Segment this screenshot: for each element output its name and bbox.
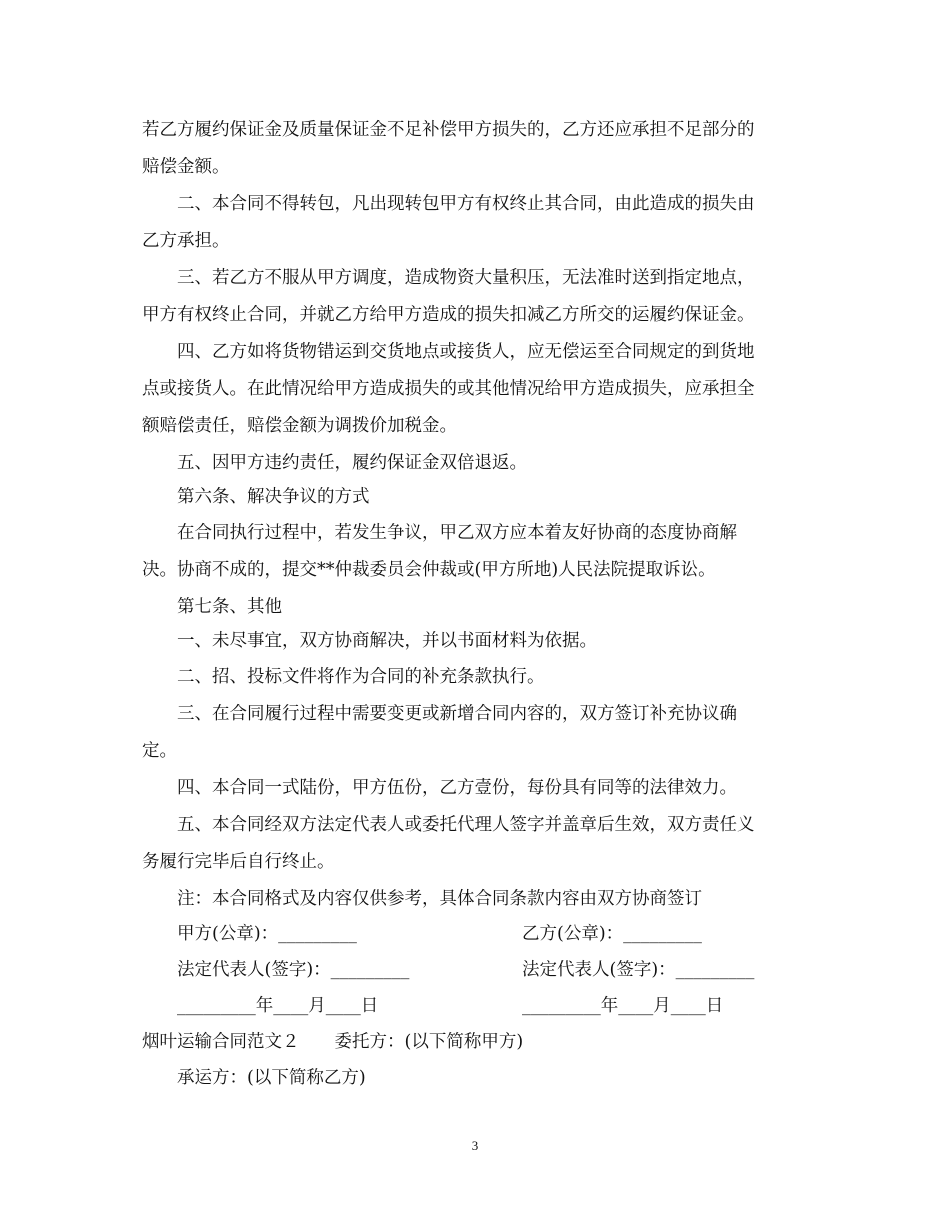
note-line: 注：本合同格式及内容仅供参考，具体合同条款内容由双方协商签订 — [177, 889, 702, 909]
paragraph-line: 三、若乙方不服从甲方调度，造成物资大量积压，无法准时送到指定地点， — [177, 268, 755, 288]
carrier-line: 承运方：(以下简称乙方) — [177, 1068, 366, 1088]
paragraph-line: 四、本合同一式陆份，甲方伍份，乙方壹份，每份具有同等的法律效力。 — [177, 778, 737, 798]
party-b-representative-line: 法定代表人(签字)：_________ — [522, 960, 755, 980]
paragraph-line: 一、未尽事宜，双方协商解决，并以书面材料为依据。 — [177, 631, 597, 651]
paragraph-line: 五、本合同经双方法定代表人或委托代理人签字并盖章后生效，双方责任义 — [177, 815, 755, 835]
paragraph-line: 甲方有权终止合同，并就乙方给甲方造成的损失扣减乙方所交的运履约保证金。 — [142, 305, 755, 325]
paragraph-line: 三、在合同履行过程中需要变更或新增合同内容的，双方签订补充协议确 — [177, 704, 737, 724]
party-a-representative-line: 法定代表人(签字)：_________ — [177, 960, 410, 980]
paragraph-line: 五、因甲方违约责任，履约保证金双倍退返。 — [177, 453, 527, 473]
section-heading: 第七条、其他 — [177, 597, 282, 617]
paragraph-line: 二、招、投标文件将作为合同的补充条款执行。 — [177, 667, 545, 687]
paragraph-line: 务履行完毕后自行终止。 — [142, 852, 335, 872]
page-number: 3 — [471, 1138, 479, 1153]
paragraph-line: 四、乙方如将货物错运到交货地点或接货人，应无偿运至合同规定的到货地 — [177, 342, 755, 362]
paragraph-line: 若乙方履约保证金及质量保证金不足补偿甲方损失的，乙方还应承担不足部分的 — [142, 120, 755, 140]
paragraph-line: 赔偿金额。 — [142, 157, 230, 177]
party-b-seal-line: 乙方(公章)：_________ — [522, 924, 702, 944]
paragraph-line: 乙方承担。 — [142, 231, 230, 251]
paragraph-line: 在合同执行过程中，若发生争议，甲乙双方应本着友好协商的态度协商解 — [177, 523, 737, 543]
party-a-date-line: _________年____月____日 — [177, 996, 379, 1016]
template-title-line: 烟叶运输合同范文２ 委托方：(以下简称甲方) — [142, 1032, 524, 1052]
paragraph-line: 额赔偿责任，赔偿金额为调拨价加税金。 — [142, 416, 457, 436]
paragraph-line: 点或接货人。在此情况给甲方造成损失的或其他情况给甲方造成损失，应承担全 — [142, 379, 755, 399]
paragraph-line: 二、本合同不得转包，凡出现转包甲方有权终止其合同，由此造成的损失由 — [177, 194, 755, 214]
paragraph-line: 定。 — [142, 741, 177, 761]
party-a-seal-line: 甲方(公章)：_________ — [177, 924, 357, 944]
paragraph-line: 决。协商不成的，提交**仲裁委员会仲裁或(甲方所地)人民法院提取诉讼。 — [142, 560, 716, 580]
section-heading: 第六条、解决争议的方式 — [177, 487, 370, 507]
party-b-date-line: _________年____月____日 — [522, 996, 724, 1016]
